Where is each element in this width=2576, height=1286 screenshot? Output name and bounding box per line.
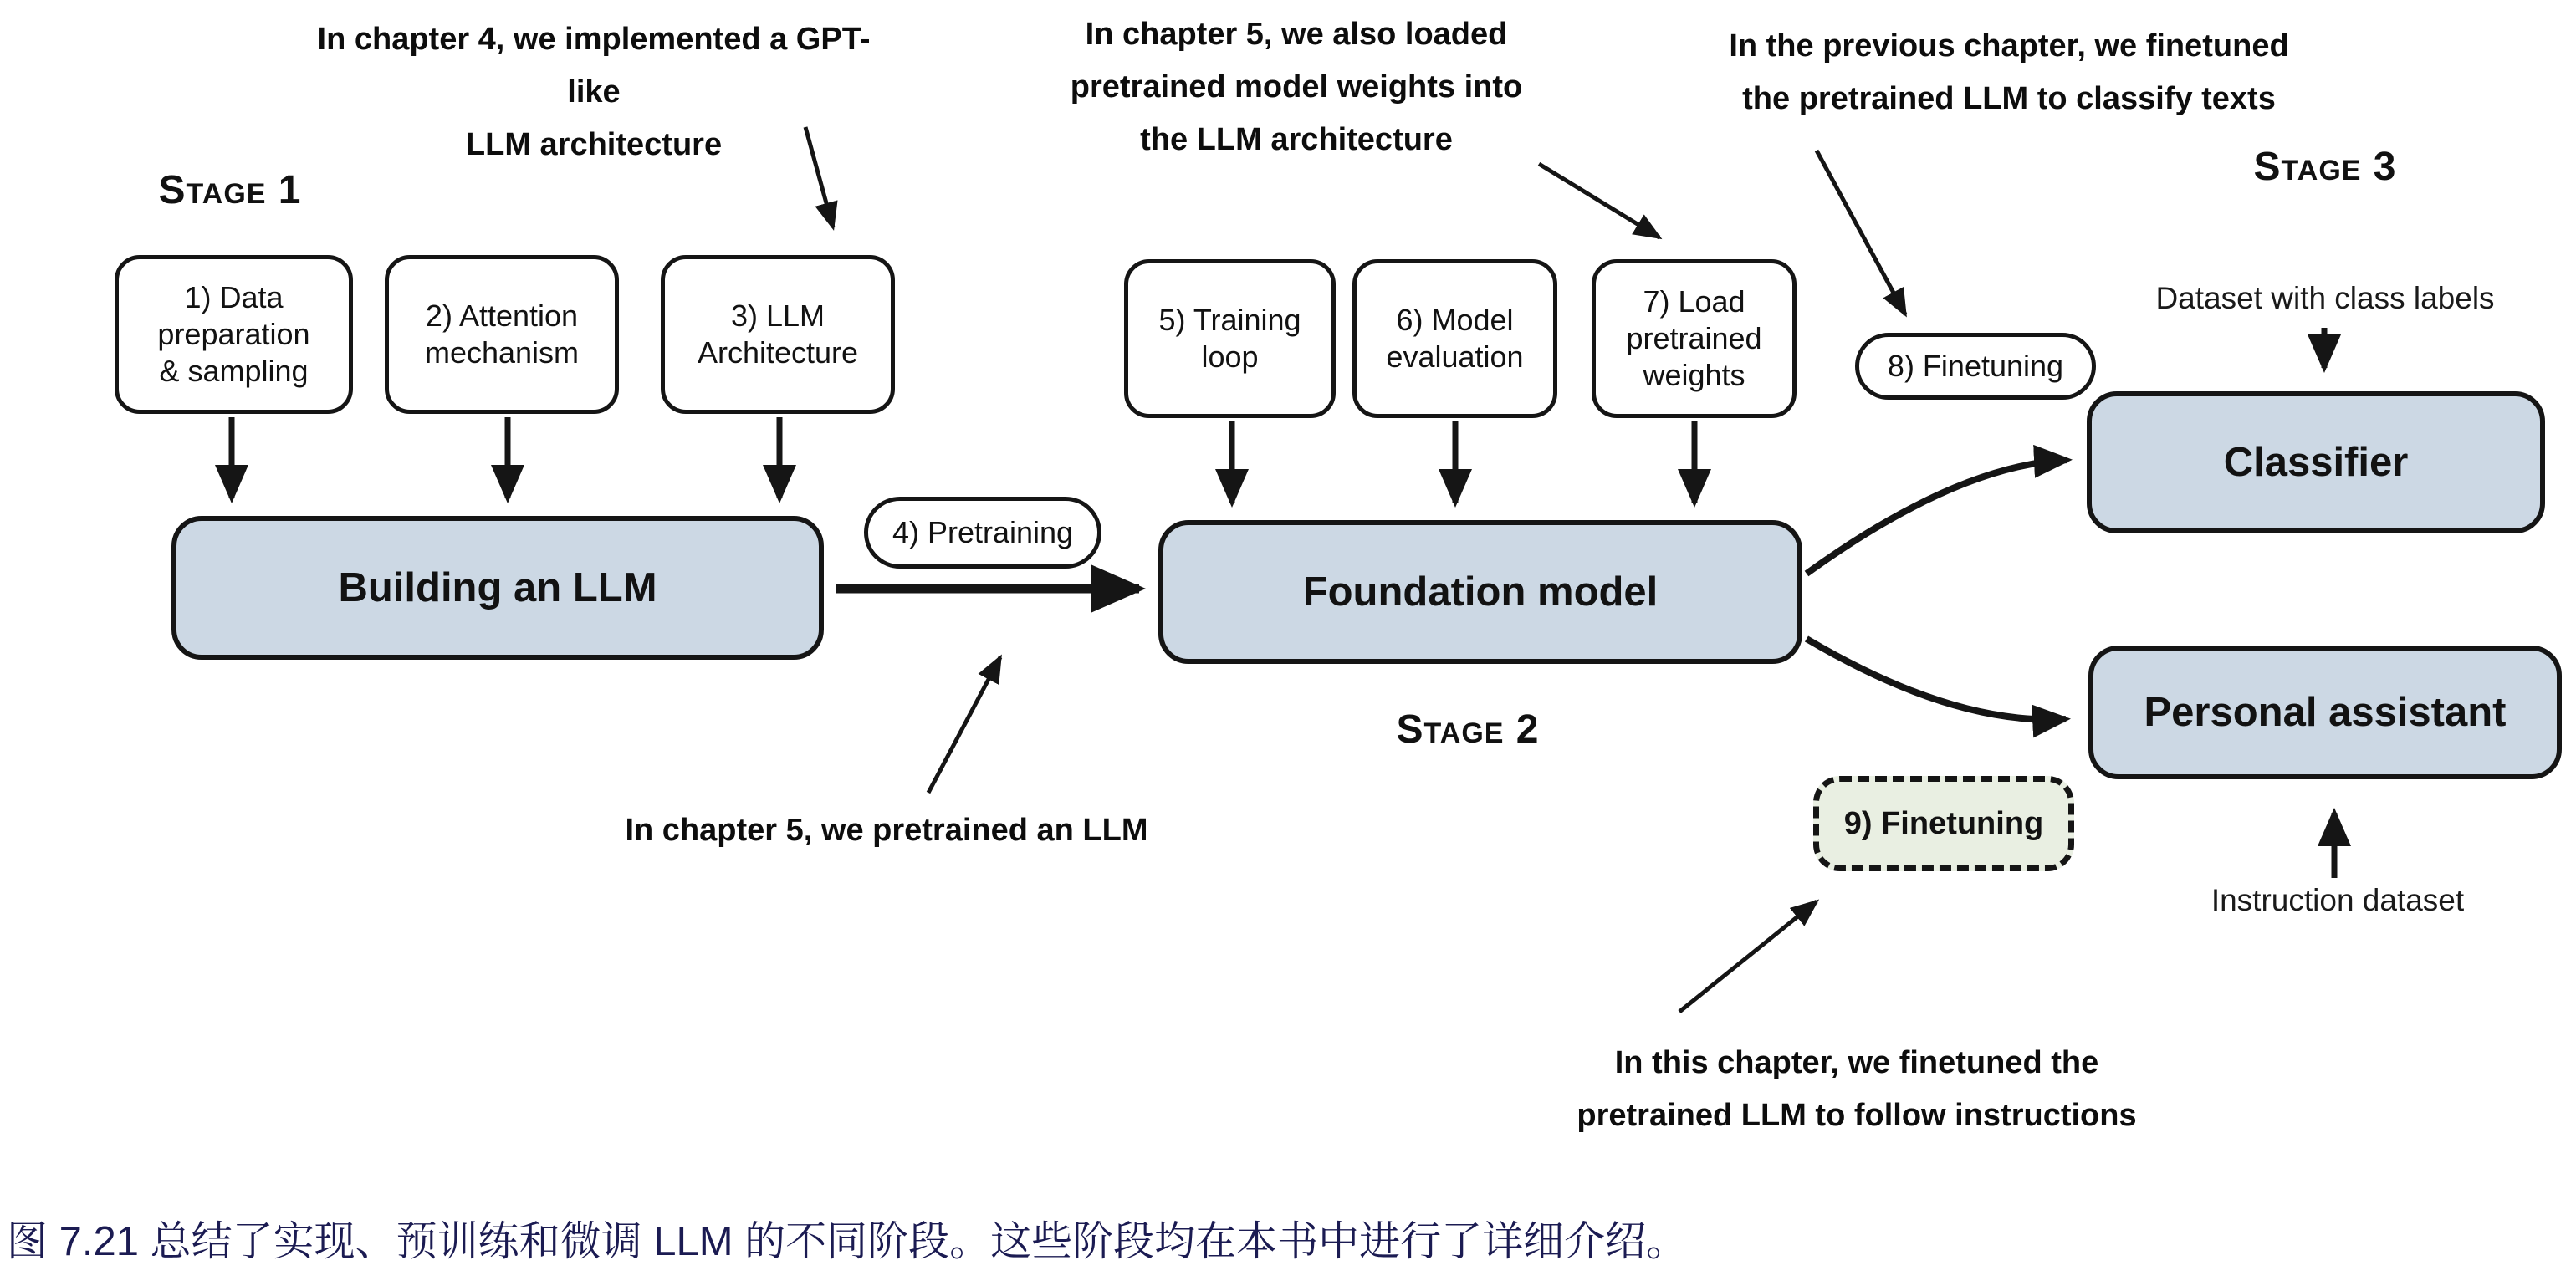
step-box-data-preparation: 1) Data preparation & sampling	[115, 255, 353, 414]
step-box-finetuning8: 8) Finetuning	[1855, 333, 2096, 400]
annotation-line: pretrained LLM to follow instructions	[1577, 1098, 2137, 1133]
annotation-line: In chapter 4, we implemented a GPT-like	[317, 22, 871, 110]
annotation-line: In chapter 5, we also loaded	[1085, 17, 1508, 52]
figure-caption: 图 7.21 总结了实现、预训练和微调 LLM 的不同阶段。这些阶段均在本书中进行了详细介绍。	[7, 1219, 1688, 1264]
annotation-line: In chapter 5, we pretrained an LLM	[625, 813, 1148, 848]
annotation-line: the pretrained LLM to classify texts	[1742, 81, 2276, 116]
annotation-chapter5-load	[1004, 8, 1589, 166]
arrow-foundation-to-assistant	[1807, 639, 2066, 720]
annotation-chapter5-pretrain	[594, 804, 1179, 857]
step-box-training-loop: 5) Training loop	[1124, 259, 1336, 418]
node-classifier: Classifier	[2087, 391, 2545, 533]
annotation-previous-chapter	[1716, 20, 2302, 125]
arrow-foundation-to-classifier	[1807, 460, 2067, 574]
label-instruction-dataset: Instruction dataset	[2211, 883, 2465, 917]
step-box-model-evaluation: 6) Model evaluation	[1352, 259, 1557, 418]
arrow-annotation-prev-to-finetuning8	[1817, 151, 1905, 314]
annotation-line: pretrained model weights into	[1070, 69, 1523, 105]
label-dataset-with-class-labels: Dataset with class labels	[2155, 281, 2495, 315]
stage3-heading: Stage 3	[2253, 145, 2397, 189]
annotation-this-chapter	[1564, 1037, 2149, 1142]
step-box-load-pretrained-weights: 7) Load pretrained weights	[1592, 259, 1797, 418]
annotation-chapter4	[301, 13, 887, 171]
annotation-line: LLM architecture	[465, 127, 723, 162]
step-box-llm-architecture: 3) LLM Architecture	[661, 255, 895, 414]
annotation-line: In the previous chapter, we finetuned	[1729, 28, 2289, 64]
annotation-line: the LLM architecture	[1140, 122, 1453, 157]
step-box-pretraining: 4) Pretraining	[864, 497, 1101, 569]
stage2-heading: Stage 2	[1396, 707, 1540, 752]
annotation-line: In this chapter, we finetuned the	[1614, 1045, 2099, 1080]
arrow-annotation-ch5-load-to-weights	[1539, 164, 1659, 237]
arrow-annotation-ch5-pretrain-to-pretraining	[928, 657, 1000, 793]
arrow-annotation-this-chapter-to-finetuning9	[1679, 901, 1817, 1012]
step-box-finetuning9: 9) Finetuning	[1813, 776, 2074, 871]
node-building-an-llm: Building an LLM	[171, 516, 824, 660]
node-personal-assistant: Personal assistant	[2088, 646, 2562, 779]
stage1-heading: Stage 1	[158, 168, 302, 212]
node-foundation-model: Foundation model	[1158, 520, 1802, 664]
step-box-attention-mechanism: 2) Attention mechanism	[385, 255, 619, 414]
